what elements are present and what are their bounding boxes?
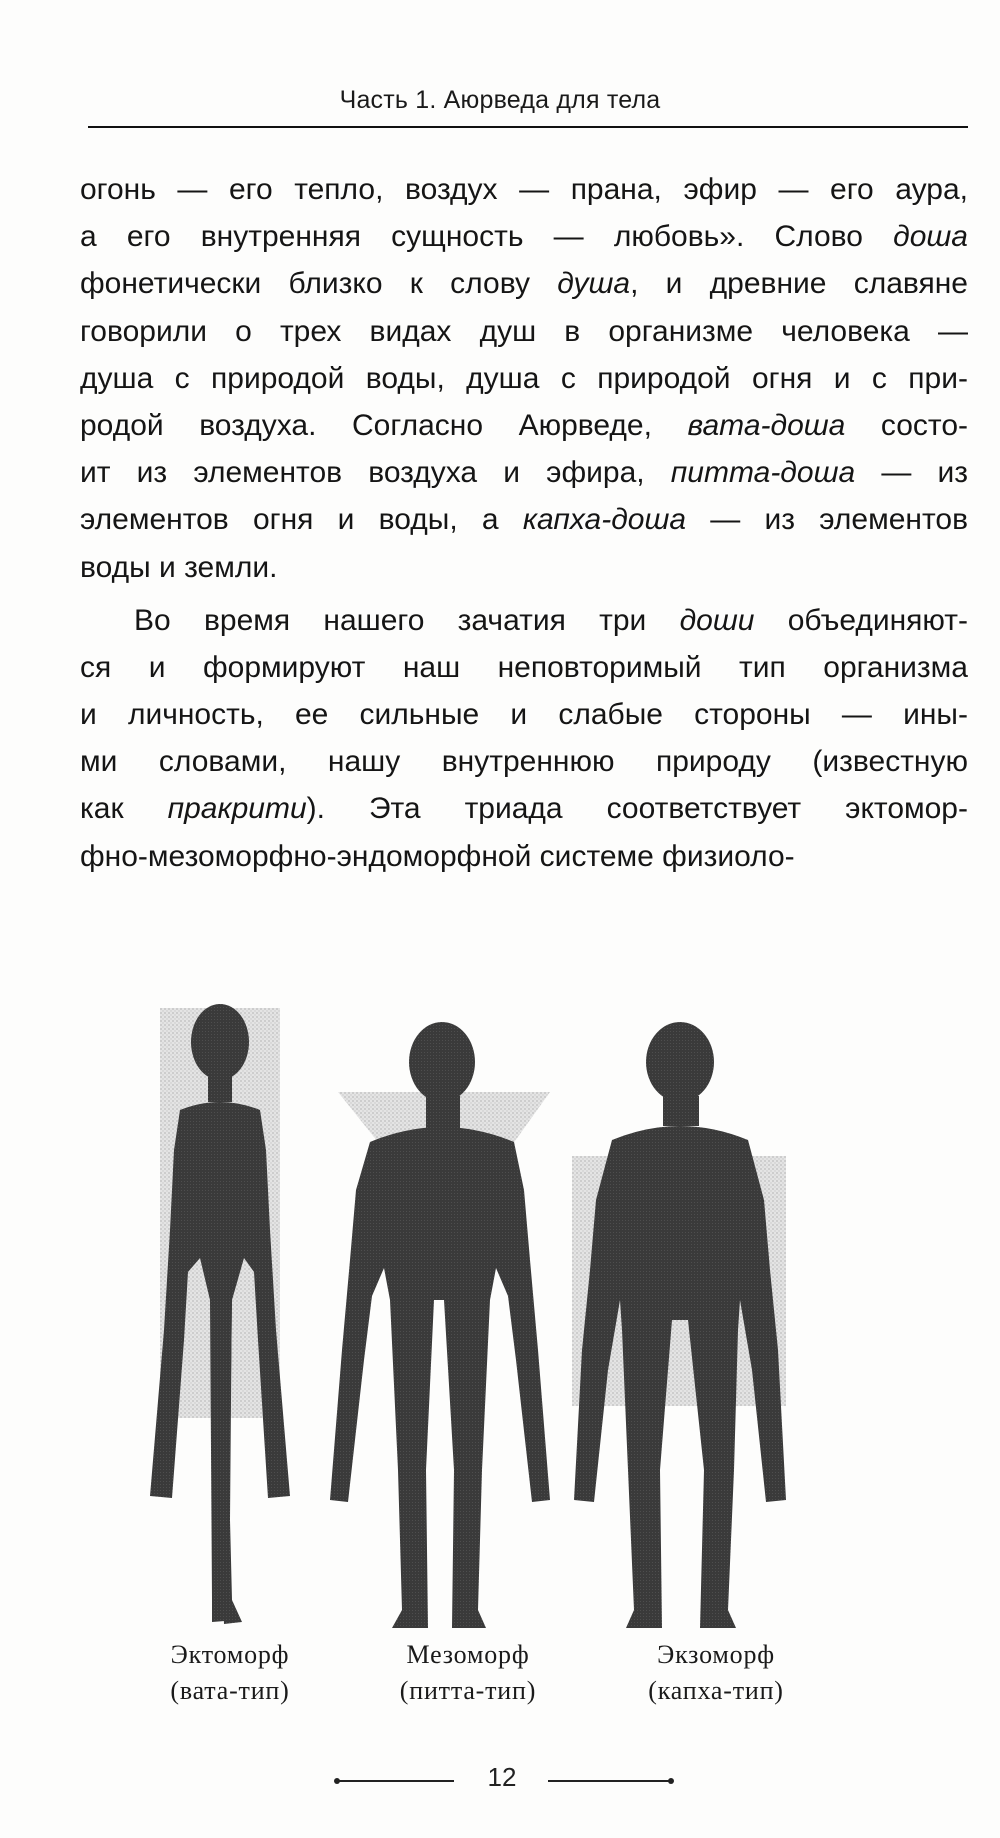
header-rule	[88, 126, 968, 128]
text-line: воды и земли.	[80, 550, 278, 584]
page-number: 12	[487, 1762, 517, 1792]
body-text	[80, 166, 968, 880]
paragraph-1	[80, 166, 968, 591]
italic-term: капха-доша	[522, 503, 687, 537]
text-line: говорили о трех видах душ в организме человека —	[80, 314, 968, 348]
text-line: а его внутренняя сущность — любовь». Слово доша	[80, 220, 968, 254]
footer-dot-right	[668, 1778, 674, 1784]
text-line: родой воздуха. Согласно Аюрведе, вата-доша состо-	[80, 408, 969, 442]
text-line: ся и формируют наш неповторимый тип организма	[80, 650, 968, 684]
footer-rule-left	[338, 1780, 454, 1782]
running-head: Часть 1. Аюрведа для тела	[339, 86, 661, 114]
text-line: ит из элементов воздуха и эфира, питта-доша — из	[80, 456, 968, 490]
text-line: фно-мезоморфно-эндоморфной системе физиоло-	[80, 839, 795, 873]
footer-rule-right	[548, 1780, 672, 1782]
caption-endomorph	[606, 1637, 826, 1709]
text-line: огонь — его тепло, воздух — прана, эфир — его аура,	[80, 173, 968, 206]
italic-term: доша	[893, 220, 968, 254]
text-line: и личность, ее сильные и слабые стороны — ины-	[80, 698, 968, 732]
italic-term: питта-доша	[670, 456, 856, 490]
caption-ectomorph-type: (вата-тип)	[170, 1676, 290, 1705]
text-line: ми словами, нашу внутреннюю природу (известную	[80, 745, 968, 779]
caption-mesomorph-type: (питта-тип)	[399, 1676, 537, 1705]
italic-term: душа	[557, 267, 631, 301]
text-line: фонетически близко к слову душа, и древние славяне	[80, 267, 968, 301]
caption-mesomorph	[358, 1637, 578, 1709]
italic-term: доши	[679, 603, 755, 637]
italic-term: пракрити	[167, 792, 307, 826]
caption-endomorph-name: Экзоморф	[657, 1640, 775, 1669]
text-line: душа с природой воды, душа с природой огня и с при-	[80, 361, 968, 395]
caption-ectomorph-name: Эктоморф	[170, 1640, 290, 1669]
caption-mesomorph-name: Мезоморф	[406, 1640, 530, 1669]
ectomorph-figure	[150, 1004, 290, 1624]
page-footer	[0, 1758, 1000, 1798]
mesomorph-figure	[330, 1022, 550, 1628]
text-line: элементов огня и воды, а капха-доша — из элементов	[80, 503, 968, 537]
endomorph-figure	[572, 1022, 786, 1628]
text-line: Во время нашего зачатия три доши объединяют-	[134, 603, 968, 637]
silhouettes	[120, 1000, 940, 1640]
caption-ectomorph	[120, 1637, 340, 1709]
text-line: как пракрити). Эта триада соответствует эктомор-	[80, 792, 968, 826]
italic-term: вата-доша	[687, 408, 846, 442]
body-types-figure	[120, 1000, 940, 1720]
caption-endomorph-type: (капха-тип)	[648, 1676, 784, 1705]
paragraph-2	[80, 597, 968, 880]
